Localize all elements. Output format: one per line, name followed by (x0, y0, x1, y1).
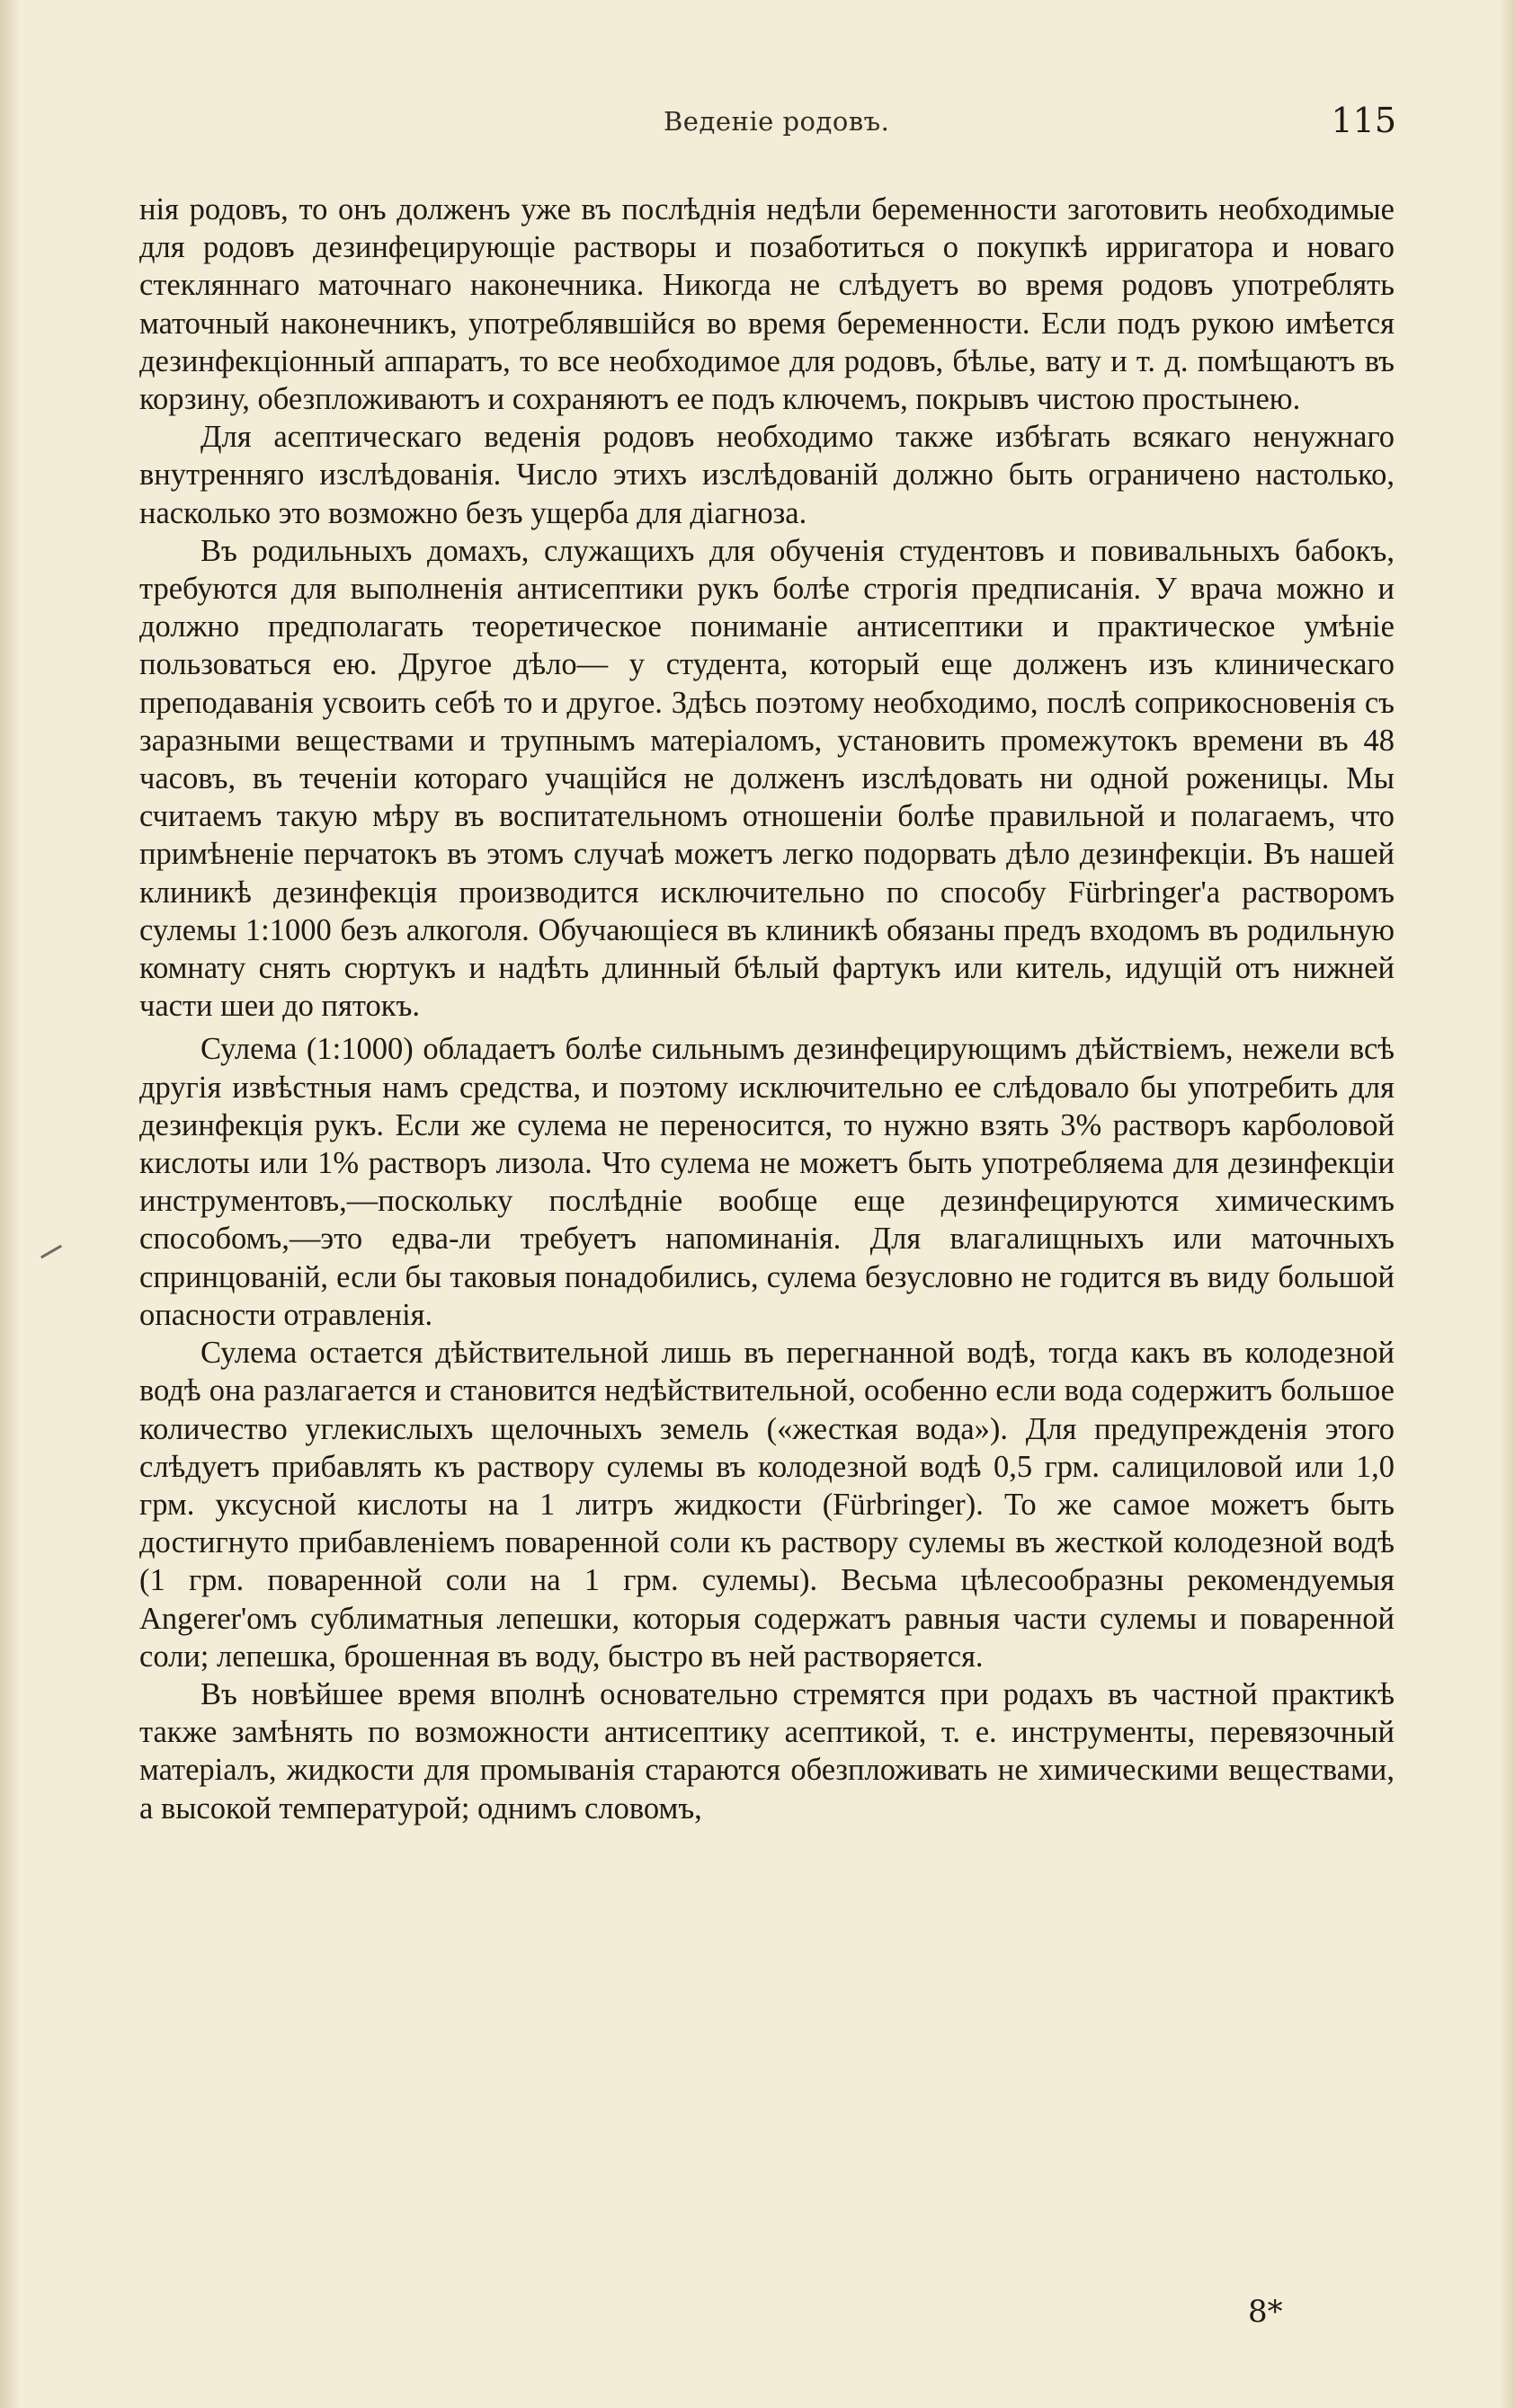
signature-mark: 8* (1248, 2294, 1283, 2330)
margin-pencil-mark (40, 1245, 62, 1259)
page-number: 115 (1331, 101, 1396, 140)
paragraph: Для асептическаго веденія родовъ необходимо также избѣгать всякаго ненужнаго внутренняго изслѣдованія. Число этихъ изслѣдованій должно быть ограничено настолько, насколько это возможно безъ ущерба для діагноза. (139, 420, 1395, 530)
body-text (139, 191, 1395, 1827)
page-left-shadow (0, 0, 20, 2408)
paragraph: Сулема остается дѣйствительной лишь въ перегнанной водѣ, тогда какъ въ колодезной водѣ она разлагается и становится недѣйствительной, особенно если вода содержитъ большое количество углекислыхъ щелочныхъ земель («жесткая вода»). Для предупрежденія этого слѣдуетъ прибавлять къ раствору сулемы въ колодезной водѣ 0,5 грм. салициловой или 1,0 грм. уксусной кислоты на 1 литръ жидкости (Fürbringer). То же самое можетъ быть достигнуто прибавленіемъ поваренной соли къ раствору сулемы въ жесткой колодезной водѣ (1 грм. поваренной соли на 1 грм. сулемы). Весьма цѣлесообразны рекомендуемыя Angerer'омъ сублиматныя лепешки, которыя содержатъ равныя части сулемы и поваренной соли; лепешка, брошенная въ воду, быстро въ ней растворяется. (139, 1336, 1395, 1674)
running-head: Веденіе родовъ. (664, 106, 890, 137)
paragraph: Въ родильныхъ домахъ, служащихъ для обученія студентовъ и повивальныхъ бабокъ, требуются для выполненія антисептики рукъ болѣе строгія предписанія. У врача можно и должно предполагать теоретическое пониманіе антисептики и практическое умѣніе пользоваться ею. Другое дѣло— у студента, который еще долженъ изъ клиническаго преподаванія усвоить себѣ то и другое. Здѣсь поэтому необходимо, послѣ соприкосновенія съ заразными веществами и трупнымъ матеріаломъ, установить промежутокъ времени въ 48 часовъ, въ теченіи котораго учащійся не долженъ изслѣдовать ни одной роженицы. Мы считаемъ такую мѣру въ воспитательномъ отношеніи болѣе правильной и полагаемъ, что примѣненіе перчатокъ въ этомъ случаѣ можетъ легко подорвать дѣло дезинфекціи. Въ нашей клиникѣ дезинфекція производится исключительно по способу Fürbringer'а растворомъ сулемы 1:1000 безъ алкоголя. Обучающіеся въ клиникѣ обязаны предъ входомъ въ родильную комнату снять сюртукъ и надѣть длинный бѣлый фартукъ или китель, идущій отъ нижней части шеи до пятокъ. (139, 533, 1395, 1024)
paragraph-continuation: нія родовъ, то онъ долженъ уже въ послѣднія недѣли беременности заготовить необходимые для родовъ дезинфецирующіе растворы и позаботиться о покупкѣ ирригатора и новаго стекляннаго маточнаго наконечника. Никогда не слѣдуетъ во время родовъ употреблять маточный наконечникъ, употреблявшійся во время беременности. Если подъ рукою имѣется дезинфекціонный аппаратъ, то все необходимое для родовъ, бѣлье, вату и т. д. помѣщаютъ въ корзину, обезпложиваютъ и сохраняютъ ее подъ ключемъ, покрывъ чистою простынею. (139, 192, 1395, 417)
paragraph: Въ новѣйшее время вполнѣ основательно стремятся при родахъ въ частной практикѣ также замѣнять по возможности антисептику асептикой, т. е. инструменты, перевязочный матеріалъ, жидкости для промыванія стараются обезпложивать не химическими веществами, а высокой температурой; однимъ словомъ, (139, 1676, 1395, 1826)
page-right-shadow (1499, 0, 1515, 2408)
paragraph: Сулема (1:1000) обладаетъ болѣе сильнымъ дезинфецирующимъ дѣйствіемъ, нежели всѣ другія извѣстныя намъ средства, и поэтому исключительно ее слѣдовало бы употребить для дезинфекція рукъ. Если же сулема не переносится, то нужно взять 3% растворъ карболовой кислоты или 1% растворъ лизола. Что сулема не можетъ быть употребляема для дезинфекціи инструментовъ,—поскольку послѣдніе вообще еще дезинфецируются химическимъ способомъ,—это едва-ли требуетъ напоминанія. Для влагалищныхъ или маточныхъ спринцованій, если бы таковыя понадобились, сулема безусловно не годится въ виду большой опасности отравленія. (139, 1032, 1395, 1332)
